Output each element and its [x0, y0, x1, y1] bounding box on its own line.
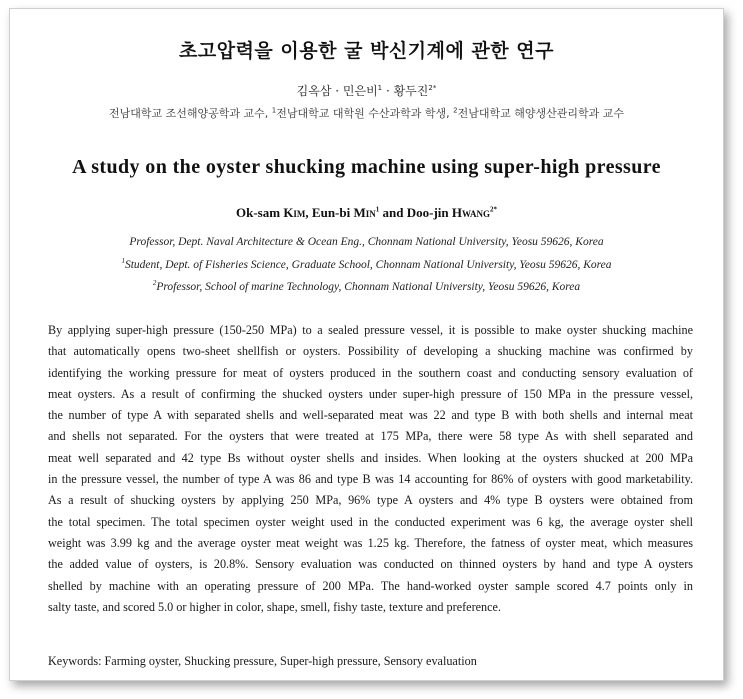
abstract-line: identifying the working pressure for meat of oysters produced in the southern coast and conducting sensory evaluation of [48, 365, 693, 380]
abstract [48, 320, 693, 618]
korean-affil-2: 전남대학교 대학원 수산과학과 학생, [276, 107, 454, 120]
keywords: Keywords: Farming oyster, Shucking pressure, Super-high pressure, Sensory evaluation [48, 654, 477, 668]
english-title: A study on the oyster shucking machine using super-high pressure [72, 156, 661, 178]
author-separator: · [331, 84, 343, 98]
author-connector: and [379, 205, 407, 220]
abstract-line: the total specimen. The total specimen oyster weight used in the conducted experiment was 6 kg, the average oyster shell [48, 514, 693, 529]
korean-author-3: 황두진 [393, 84, 429, 98]
korean-authors [10, 82, 723, 99]
abstract-line: shelled by machine with an operating pressure of 200 MPa. The hand-worked oyster sample scored 4.7 points only in [48, 578, 693, 593]
author-3-sup: 2* [428, 84, 437, 92]
affiliation-1-text: Professor, Dept. Naval Architecture & Ocean Eng., Chonnam National University, Yeosu 59626, Korea [129, 236, 604, 248]
korean-title: 초고압력을 이용한 굴 박신기계에 관한 연구 [179, 40, 554, 62]
abstract-line: and shells not separated. For the oysters that were treated at 175 MPa, there were 58 type As with shell separated and [48, 429, 693, 444]
abstract-line: meat well separated and 42 type Bs without oyster shells and insides. When looking at the oysters shucked at 200 MPa [48, 450, 693, 465]
affiliation-2-sup: 1 [121, 257, 125, 266]
korean-affiliations [10, 105, 723, 121]
korean-affil-sup-1: 1 [271, 106, 277, 115]
author-2-sup: 1 [377, 84, 383, 92]
korean-author-2: 민은비 [342, 84, 378, 98]
author-2-sup: 1 [375, 205, 380, 214]
author-3-sup: 2* [490, 205, 497, 214]
abstract-line: By applying super-high pressure (150-250 MPa) to a sealed pressure vessel, it is possible to make oyster shucking machine [48, 323, 693, 337]
author-2-given: Eun-bi [311, 205, 354, 220]
author-2-family: Min [353, 205, 376, 220]
korean-affil-3: 전남대학교 해양생산관리학과 교수 [457, 107, 624, 120]
affiliation-3-text: Professor, School of marine Technology, Chonnam National University, Yeosu 59626, Korea [156, 281, 581, 293]
abstract-line: that automatically opens two-sheet shellfish or oysters. Possibility of developing a shucking machine was confirmed by [48, 344, 693, 359]
abstract-line: the added value of oysters, is 20.8%. Sensory evaluation was conducted on thinned oysters by hand and type A oysters [48, 557, 693, 572]
author-separator: · [382, 84, 394, 98]
author-3-given: Doo-jin [406, 205, 452, 220]
korean-affil-sup-2: 2 [453, 106, 458, 115]
korean-author-1: 김옥삼 [296, 84, 332, 98]
abstract-line: the number of type A with separated shells and well-separated meat was 22 and type B with both shells and internal meat [48, 408, 693, 423]
abstract-line: As a result of shucking oysters by applying 250 MPa, 96% type A oysters and 4% type B oysters were obtained from [48, 493, 693, 508]
affiliation-3-sup: 2 [152, 279, 157, 288]
english-affiliation-1 [10, 236, 723, 248]
author-comma: , [305, 205, 312, 220]
english-authors [10, 205, 723, 221]
english-affiliation-2 [10, 259, 723, 271]
english-affiliation-3 [10, 281, 723, 293]
korean-affil-1: 전남대학교 조선해양공학과 교수, [109, 107, 272, 120]
abstract-line: salty taste, and scored 5.0 or higher in color, shape, smell, fishy taste, texture and preference. [48, 599, 502, 614]
abstract-line: weight was 3.99 kg and the average oyster meat weight was 1.25 kg. Therefore, the fatness of oyster meat, which measures [48, 535, 693, 550]
author-1-given: Ok-sam [236, 205, 284, 220]
affiliation-2-text: Student, Dept. of Fisheries Science, Graduate School, Chonnam National University, Yeosu 59626, Korea [124, 259, 612, 271]
abstract-line: in the pressure vessel, the number of type A was 86 and type B was 14 accounting for 86% of oysters with good marketability. [48, 472, 693, 487]
paper-page [9, 8, 724, 681]
author-1-family: Kim [283, 205, 306, 220]
abstract-line: meat oysters. As a result of confirming the shucked oysters under super-high pressure of 150 MPa in the pressure vessel, [48, 386, 693, 401]
author-3-family: Hwang [451, 205, 490, 220]
